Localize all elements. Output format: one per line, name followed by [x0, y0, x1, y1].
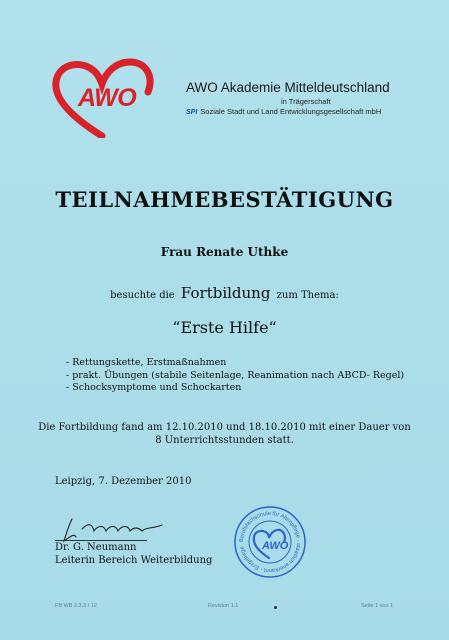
place-and-date: Leipzig, 7. Dezember 2010: [55, 476, 192, 487]
visited-main: Fortbildung: [180, 284, 271, 302]
list-item: - prakt. Übungen (stabile Seitenlage, Reanimation nach ABCD- Regel): [66, 369, 405, 381]
dates-line-2: 8 Unterrichtsstunden statt.: [155, 435, 294, 446]
organization-parent: [186, 107, 381, 116]
organization-name: AWO Akademie Mitteldeutschland: [186, 80, 390, 95]
certificate-title: TEILNAHMEBESTÄTIGUNG: [55, 187, 394, 212]
footer-revision: Revision 1.1: [208, 603, 239, 609]
signature-line: [55, 540, 147, 541]
signer-role: Leiterin Bereich Weiterbildung: [55, 554, 213, 566]
awo-logo-text: AWO: [78, 84, 137, 112]
organization-parent-name: Soziale Stadt und Land Entwicklungsgesellschaft mbH: [200, 107, 382, 116]
official-stamp: [232, 504, 308, 580]
course-dates: [0, 421, 449, 447]
organization-sponsorship: in Trägerschaft: [281, 97, 331, 106]
footer-doc-code: FB WB 2.3.3 / 12: [55, 603, 97, 609]
list-item: - Schocksymptome und Schockarten: [66, 382, 242, 393]
stamp-center-text: AWO: [262, 540, 289, 552]
footer-dot: [274, 606, 277, 609]
visited-prefix: besuchte die: [110, 290, 175, 301]
course-content-list: [66, 357, 404, 395]
participant-name: Frau Renate Uthke: [160, 245, 289, 259]
signer-block: [55, 542, 212, 567]
signer-name: Dr. G. Neumann: [55, 542, 137, 553]
course-topic: “Erste Hilfe“: [172, 318, 277, 337]
visited-suffix: zum Thema:: [276, 290, 339, 301]
footer-page-number: Seite 1 von 1: [361, 603, 394, 609]
stamp-ring-text: Berufsfachschule für Altenpflege · staatlich anerkannt · Erzgebirge: [238, 510, 302, 574]
dates-line-1: Die Fortbildung fand am 12.10.2010 und 18.10.2010 mit einer Dauer von: [38, 422, 411, 433]
organization-block: [186, 80, 390, 116]
list-item: - Rettungskette, Erstmaßnahmen: [66, 357, 227, 368]
spi-logo: SPI: [186, 109, 198, 116]
visited-line: [0, 284, 449, 302]
